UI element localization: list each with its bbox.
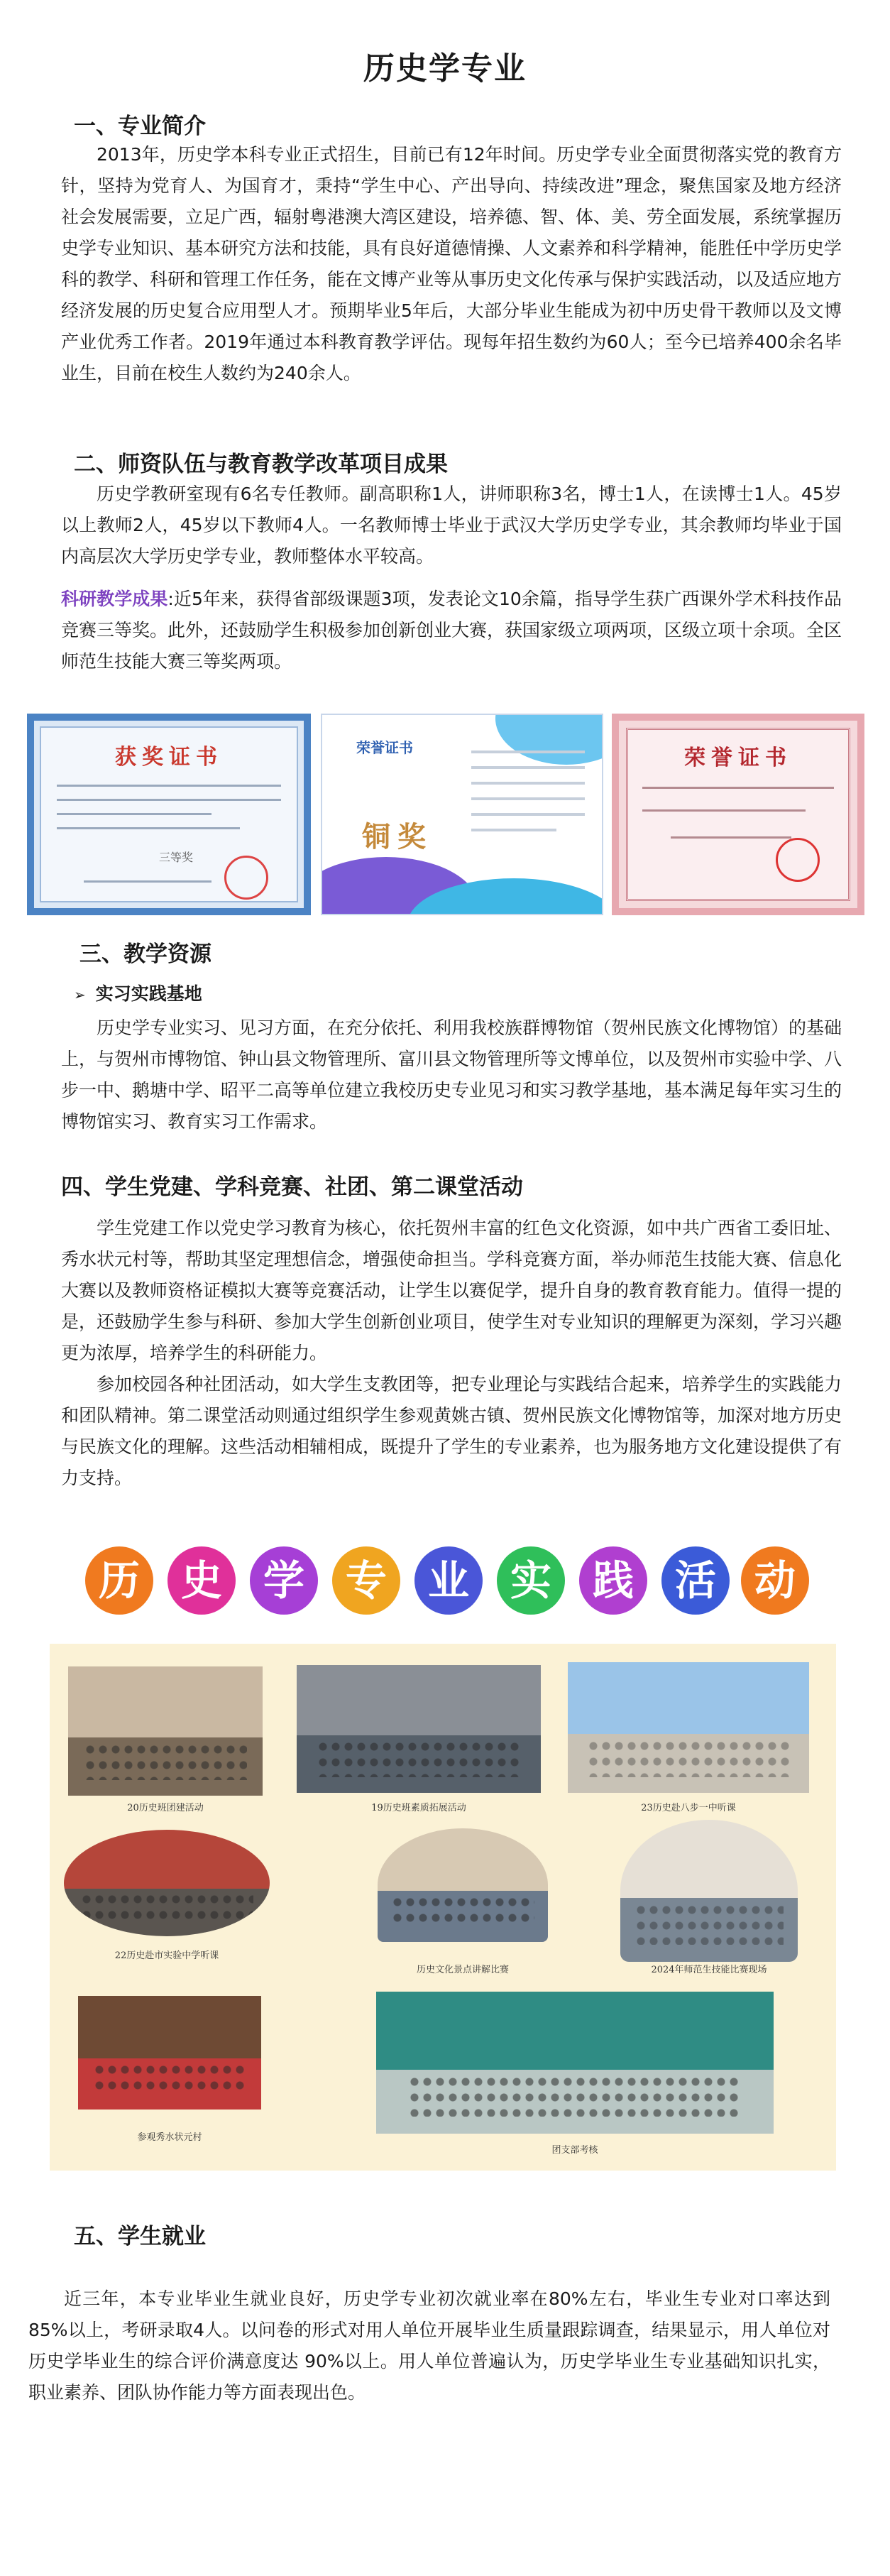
- photo-caption: 23历史赴八步一中听课: [641, 1803, 736, 1813]
- section-heading-intro: 一、专业简介: [74, 114, 206, 139]
- banner-char: 专: [332, 1546, 400, 1615]
- activity-photo: [297, 1665, 541, 1793]
- subsection-practice-base: [74, 980, 202, 1005]
- research-text: :近5年来，获得省部级课题3项，发表论文10余篇，指导学生获广西课外学术科技作品竞赛三等奖。此外，还鼓励学生积极参加创新创业大赛，获国家级立项两项，区级立项十余项。全区师范生技能大赛三等奖两项。: [61, 589, 842, 672]
- banner-char: 史: [167, 1546, 236, 1615]
- certificate-award-level: 铜奖: [362, 821, 433, 853]
- section-heading-activities: 四、学生党建、学科竞赛、社团、第二课堂活动: [61, 1174, 523, 1200]
- activities-paragraph-1: 学生党建工作以党史学习教育为核心，依托贺州丰富的红色文化资源，如中共广西省工委旧址、秀水状元村等，帮助其坚定理想信念，增强使命担当。学科竞赛方面，举办师范生技能大赛、信息化大赛以及教师资格证模拟大赛等竞赛活动，让学生以赛促学，提升自身的教育教育能力。值得一提的是，还鼓励学生参与科研、参加大学生创新创业项目，使学生对专业知识的理解更为深刻，学习兴趣更为浓厚，培养学生的科研能力。: [61, 1218, 842, 1363]
- certificate-honor: [612, 714, 864, 915]
- photo-caption: 20历史班团建活动: [127, 1803, 204, 1813]
- banner-char: 活: [661, 1546, 730, 1615]
- section-heading-faculty: 二、师资队伍与教育教学改革项目成果: [74, 452, 448, 477]
- section-heading-resources: 三、教学资源: [79, 942, 211, 967]
- activity-photo: [64, 1830, 270, 1936]
- activity-photo: [376, 1992, 774, 2134]
- banner-char: 践: [579, 1546, 647, 1615]
- research-achievements: [61, 584, 842, 677]
- certificate-honor-bronze: [321, 714, 603, 915]
- arrow-icon: ➢: [74, 986, 86, 1003]
- photo-caption: 历史文化景点讲解比赛: [416, 1965, 509, 1975]
- resources-paragraph: 历史学专业实习、见习方面，在充分依托、利用我校族群博物馆（贺州民族文化博物馆）的基础上，与贺州市博物馆、钟山县文物管理所、富川县文物管理所等文博单位，以及贺州市实验中学、八步一中、鹅塘中学、昭平二高等单位建立我校历史专业见习和实习教学基地，基本满足每年实习生的博物馆实习、教育实习工作需求。: [61, 1017, 842, 1132]
- banner-char: 动: [741, 1546, 809, 1615]
- photo-caption: 团支部考核: [551, 2145, 598, 2156]
- employment-paragraph: 近三年，本专业毕业生就业良好，历史学专业初次就业率在80%左右，毕业生专业对口率达到85%以上，考研录取4人。以问卷的形式对用人单位开展毕业生质量跟踪调查，结果显示，用人单位对历史学毕业生的综合评价满意度达 90%以上。用人单位普遍认为，历史学毕业生专业基础知识扎实，职业素养、团队协作能力等方面表现出色。: [28, 2288, 830, 2403]
- banner-char: 历: [85, 1546, 153, 1615]
- practice-activities-banner: [85, 1546, 809, 1615]
- activity-photo: [78, 1996, 261, 2110]
- seal-icon: [224, 856, 268, 900]
- activity-photo: [68, 1666, 263, 1796]
- certificate-award: [27, 714, 311, 915]
- intro-paragraph: 2013年，历史学本科专业正式招生，目前已有12年时间。历史学专业全面贯彻落实党的教育方针，坚持为党育人、为国育才，秉持“学生中心、产出导向、持续改进”理念，聚焦国家及地方经济社会发展需要，立足广西，辐射粤港澳大湾区建设，培养德、智、体、美、劳全面发展，系统掌握历史学专业知识、基本研究方法和技能，具有良好道德情操、人文素养和科学精神，能胜任中学历史学科的教学、科研和管理工作任务，能在文博产业等从事历史文化传承与保护实践活动，以及适应地方经济发展的历史复合应用型人才。预期毕业5年后，大部分毕业生能成为初中历史骨干教师以及文博产业优秀工作者。2019年通过本科教育教学评估。现每年招生数约为60人；至今已培养400余名毕业生，目前在校生人数约为240余人。: [61, 144, 842, 383]
- activity-photo: [378, 1828, 548, 1942]
- page-title: 历史学专业: [363, 50, 527, 87]
- research-lead-label: 科研教学成果: [61, 589, 168, 609]
- certificate-badge: 荣誉证书: [356, 739, 413, 756]
- photo-caption: 参观秀水状元村: [137, 2132, 202, 2143]
- certificate-title: 荣誉证书: [684, 746, 792, 770]
- activities-paragraph-2: 参加校园各种社团活动，如大学生支教团等，把专业理论与实践结合起来，培养学生的实践能力和团队精神。第二课堂活动则通过组织学生参观黄姚古镇、贺州民族文化博物馆等，加深对地方历史与民族文化的理解。这些活动相辅相成，既提升了学生的专业素养，也为服务地方文化建设提供了有力支持。: [61, 1374, 842, 1488]
- banner-char: 学: [250, 1546, 318, 1615]
- activity-photo: [620, 1820, 798, 1962]
- photo-caption: 22历史赴市实验中学听课: [114, 1950, 219, 1961]
- banner-char: 实: [497, 1546, 565, 1615]
- certificate-title: 获奖证书: [115, 745, 223, 770]
- seal-icon: [776, 838, 820, 882]
- activity-photo: [568, 1662, 809, 1793]
- certificate-rank: 三等奖: [158, 851, 193, 864]
- photo-caption: 2024年师范生技能比赛现场: [651, 1965, 767, 1975]
- photo-caption: 19历史班素质拓展活动: [371, 1803, 466, 1813]
- section-heading-employment: 五、学生就业: [74, 2224, 206, 2249]
- photo-collage: [50, 1644, 836, 2171]
- banner-char: 业: [414, 1546, 483, 1615]
- subsection-label: 实习实践基地: [95, 983, 202, 1004]
- faculty-paragraph: 历史学教研室现有6名专任教师。副高职称1人，讲师职称3名，博士1人，在读博士1人。45岁以上教师2人，45岁以下教师4人。一名教师博士毕业于武汉大学历史学专业，其余教师均毕业于国内高层次大学历史学专业，教师整体水平较高。: [61, 484, 842, 567]
